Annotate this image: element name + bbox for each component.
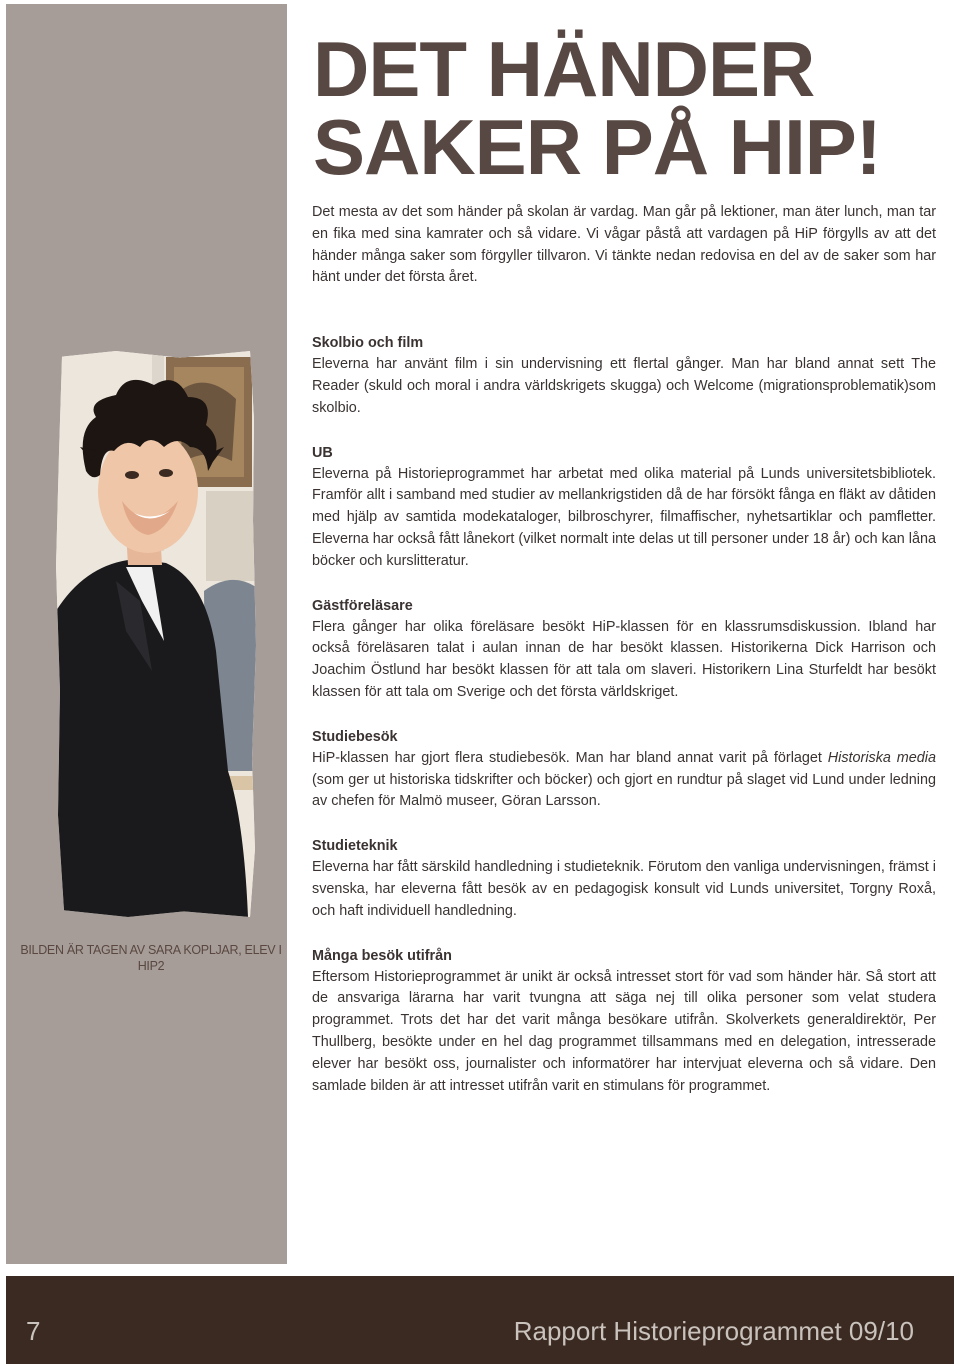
article-body [312,202,936,1119]
section-text: Flera gånger har olika föreläsare besökt HiP-klassen för en klassrumsdiskussion. Ibland har också föreläsaren talat i aulan innan de har besökt klassen. Historikerna Dick Harrison och Joachim Östlund har besökt klassen för att tala om slaveri. Historikern Lina Sturfeldt har besökt klassen för att tala om Sverige och det första världskriget. [312,618,936,700]
section-gastforelasare [312,595,936,704]
section-skolbio [312,332,936,419]
section-heading: Studiebesök [312,728,398,745]
section-text: Eftersom Historieprogrammet är unikt är också intresset stort för vad som händer här. Så stort att de ansvariga lärarna har varit tvungna att säga nej till olika personer som velat studera programmet. Trots det har det varit många besökare utifrån. Skolverkets generaldirektör, Per Thullberg, besökte under en hel dag programmet tillsammans med en delegation, intresserade elever har besökt oss, journalister och informatörer har intervjuat eleverna och så vidare. Den samlade bilden är att intresset utifrån varit en stimulans för programmet. [312,968,936,1094]
section-heading: Studieteknik [312,838,398,855]
page-title-line-1: DET HÄNDER [313,25,815,113]
page-title [313,25,881,191]
section-text: Eleverna har fått särskild handledning i studieteknik. Förutom den vanliga undervisningen, främst i svenska, har eleverna fått besök av en pedagogisk konsult vid Lunds universitet, Torgny Roxå, och haft individuell handledning. [312,859,936,919]
section-heading: Gästföreläsare [312,597,413,614]
student-photo [56,351,256,917]
section-text [312,748,936,813]
section-heading: UB [312,444,333,461]
page-number: 7 [26,1316,41,1346]
section-heading: Skolbio och film [312,335,424,352]
intro-paragraph: Det mesta av det som händer på skolan är vardag. Man går på lektioner, man äter lunch, man tar en fika med sina kamrater och så vidare. Vi vågar påstå att vardagen på HiP förgylls av att det händer många saker som förgyller tillvaron. Vi tänkte nedan redovisa en del av de saker som har hänt under det första året. [312,204,936,286]
section-heading: Många besök utifrån [312,947,452,964]
student-photo-illustration [56,351,256,917]
publisher-name: Historiska media [827,749,936,766]
section-text: Eleverna på Historieprogrammet har arbetat med olika material på Lunds universitetsbibliotek. Framför allt i samband med studier av mellankrigstiden då de har försökt fånga en fläkt av dåtiden med hjälp av samtida modekataloger, bilbroschyrer, filmaffischer, nyhetsartiklar och pamfletter. Eleverna har också fått lånekort (vilket normalt inte delas ut till personer under 18 år) och kan låna böcker och kurslitteratur. [312,465,936,569]
section-text-before: HiP-klassen har gjort flera studiebesök. Man har bland annat varit på förlaget [312,749,828,766]
section-manga-besok [312,945,936,1098]
section-ub [312,442,936,573]
footer-title: Rapport Historieprogrammet 09/10 [513,1316,914,1346]
section-studieteknik [312,835,936,922]
section-text-after: (som ger ut historiska tidskrifter och böcker) och gjort en rundtur på slaget vid Lund under ledning av chefen för Malmö museer, Göran Larsson. [312,771,936,810]
photo-caption: BILDEN ÄR TAGEN AV SARA KOPLJAR, ELEV I HIP2 [20,943,282,973]
sidebar-panel [6,4,287,1264]
page-title-line-2: SAKER PÅ HIP! [313,103,881,191]
page-footer [6,1276,954,1364]
section-text: Eleverna har använt film i sin undervisning ett flertal gånger. Man har bland annat sett The Reader (skuld och moral i andra världskrigets skugga) och Welcome (migrationsproblematik)som skolbio. [312,356,936,416]
section-studiebesok [312,726,936,813]
